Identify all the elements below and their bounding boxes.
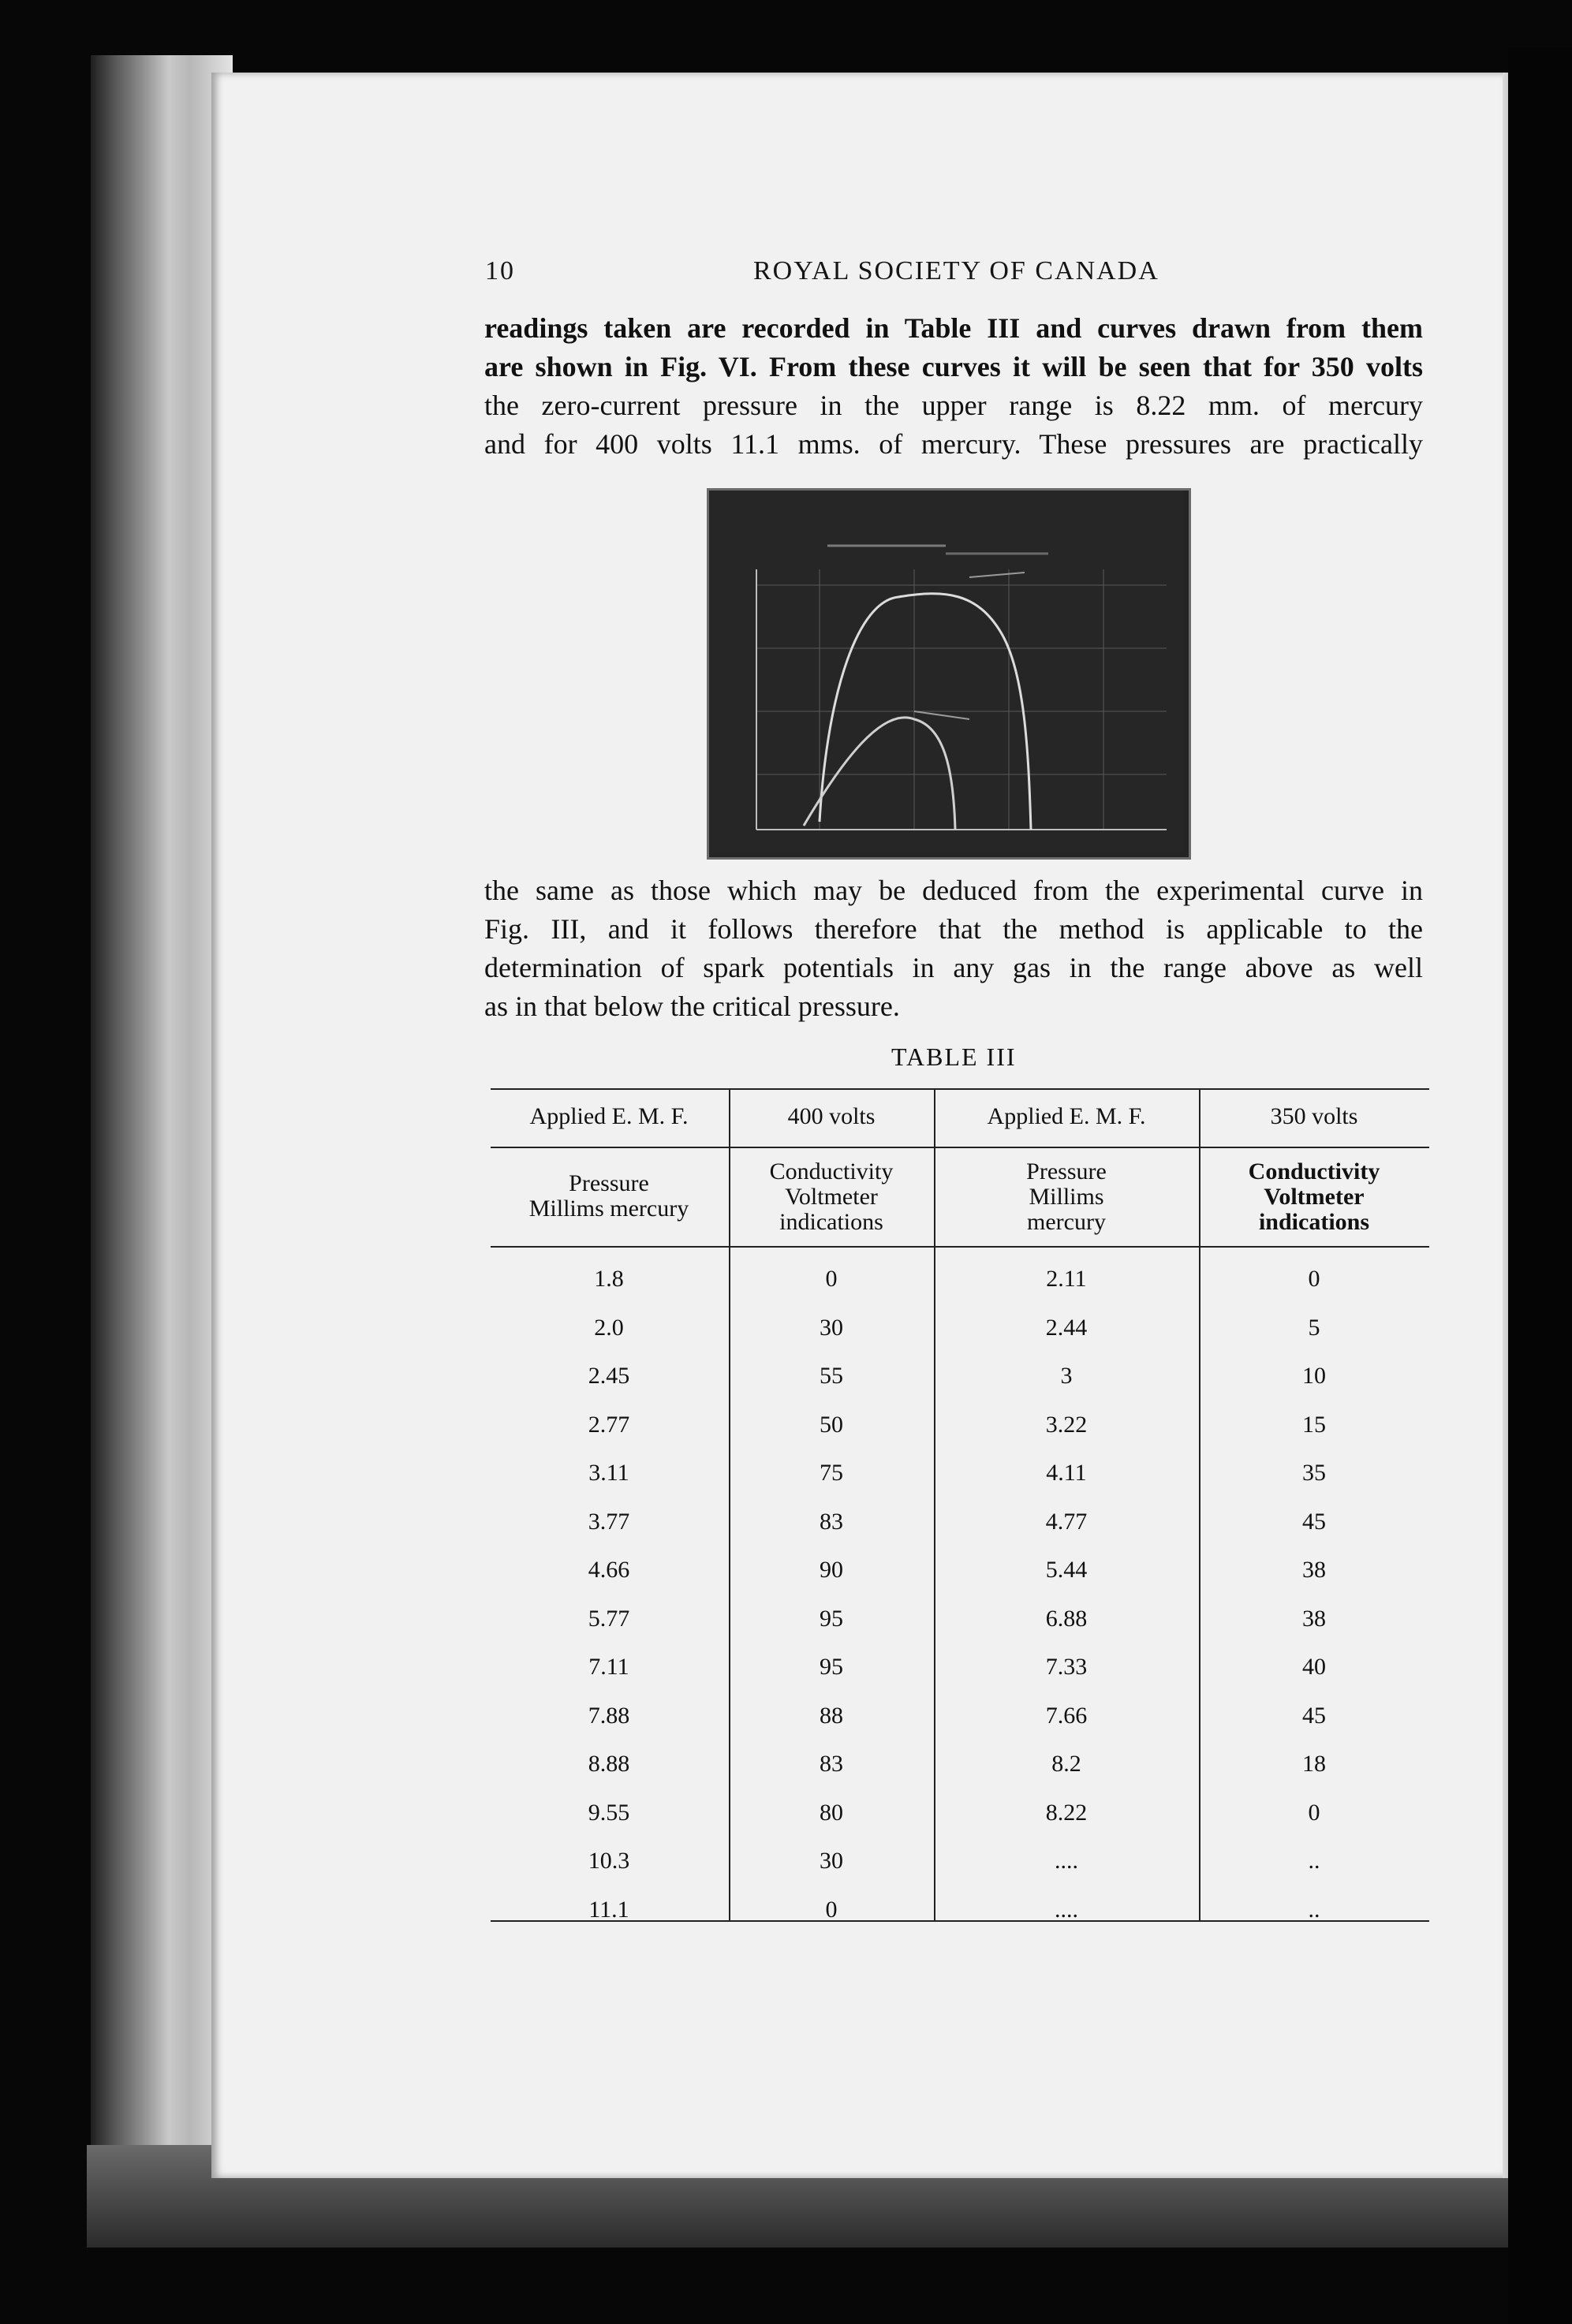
table-cell: 83 [820,1508,843,1535]
table-cell: 3.22 [1045,1411,1088,1438]
table-cell: 2.11 [1046,1266,1087,1292]
subheader-line: Millims [1029,1184,1104,1210]
subheader-line: Voltmeter [1264,1184,1365,1210]
paragraph-1-line: the zero-current pressure in the upper range is 8.22 mm. of mercury [484,390,1423,421]
table-cell: 45 [1302,1702,1326,1729]
subheader-line: Conductivity [769,1158,894,1184]
paragraph-1-line: are shown in Fig. VI. From these curves it will be seen that for 350 volts [484,351,1423,382]
page-number: 10 [485,256,515,285]
table-subheader-pressure [935,1159,1197,1235]
subheader-line: mercury [1027,1209,1106,1235]
subheader-line: indications [1258,1209,1370,1235]
table-cell: 0 [825,1266,838,1292]
table-cell: 5.77 [588,1605,630,1632]
table-header-cell: Applied E. M. F. [529,1103,689,1129]
table-subheader-conductivity [1200,1159,1428,1235]
table-cell: 10.3 [588,1848,630,1874]
table-cell: 1.8 [594,1266,624,1292]
table-cell: 7.88 [588,1702,630,1729]
table-cell: 8.88 [588,1751,630,1777]
table-cell: .... [1055,1848,1078,1874]
paragraph-2-line: the same as those which may be deduced from the experimental curve in [484,875,1423,906]
table-cell: 80 [820,1799,843,1826]
table-cell: 38 [1302,1557,1326,1583]
table-cell: 15 [1302,1411,1326,1438]
table-cell: 3 [1060,1363,1073,1389]
subheader-line: Voltmeter [785,1184,878,1210]
table-cell: 7.11 [588,1654,629,1680]
table-cell: 83 [820,1751,843,1777]
table-cell: 18 [1302,1751,1326,1777]
table-cell: 7.66 [1045,1702,1088,1729]
paragraph-1 [484,309,1423,467]
table-cell: 75 [820,1460,843,1486]
table-cell: 55 [820,1363,843,1389]
table-cell: 2.45 [588,1363,630,1389]
table-cell: 9.55 [588,1799,630,1826]
table-cell: 2.77 [588,1411,630,1438]
table-cell: 30 [820,1314,843,1341]
table-cell: 0 [1308,1266,1320,1292]
table-cell: 8.22 [1045,1799,1088,1826]
table-cell: 2.0 [594,1314,624,1341]
table-cell: 0 [825,1896,838,1923]
table-cell: 3.77 [588,1508,630,1535]
table-header-cell: 400 volts [787,1103,876,1129]
table-cell: 95 [820,1654,843,1680]
table-cell: 4.66 [588,1557,630,1583]
subheader-line: Conductivity [1248,1158,1380,1184]
table-rule [491,1246,1429,1248]
subheader-line: indications [779,1209,883,1235]
paragraph-1-line: and for 400 volts 11.1 mms. of mercury. These pressures are practically [484,428,1423,460]
table-cell: .. [1308,1896,1320,1923]
table-cell: 95 [820,1605,843,1632]
paragraph-2-line: as in that below the critical pressure. [484,990,900,1022]
table-cell: .... [1055,1896,1078,1923]
table-subheader-pressure [491,1171,727,1222]
table-cell: 35 [1302,1460,1326,1486]
table-cell: 5 [1308,1314,1320,1341]
paragraph-2-line: determination of spark potentials in any gas in the range above as well [484,952,1423,983]
subheader-line: Millims mercury [528,1196,689,1222]
table-cell: 88 [820,1702,843,1729]
table-cell: 30 [820,1848,843,1874]
table-caption: TABLE III [891,1043,1017,1071]
figure-vi [707,488,1191,860]
table-cell: 90 [820,1557,843,1583]
data-table [491,1088,1429,1924]
table-cell: 11.1 [588,1896,629,1923]
running-title: ROYAL SOCIETY OF CANADA [753,256,1159,285]
table-cell: 0 [1308,1799,1320,1826]
figure-vi-plot [709,491,1184,852]
paragraph-2-line: Fig. III, and it follows therefore that the method is applicable to the [484,913,1423,945]
dark-margin [1508,47,1572,2324]
table-cell: 38 [1302,1605,1326,1632]
running-header [485,256,1432,296]
table-cell: 45 [1302,1508,1326,1535]
table-cell: 4.77 [1045,1508,1088,1535]
table-rule [491,1147,1429,1148]
table-cell: 8.2 [1051,1751,1081,1777]
subheader-line: Pressure [569,1170,649,1196]
paragraph-2 [484,871,1423,1029]
paragraph-1-line: readings taken are recorded in Table III and curves drawn from them [484,312,1423,344]
table-cell: 6.88 [1045,1605,1088,1632]
table-header-cell: Applied E. M. F. [987,1103,1146,1129]
table-cell: 2.44 [1045,1314,1088,1341]
table-cell: 5.44 [1045,1557,1088,1583]
table-cell: 50 [820,1411,843,1438]
table-rule [491,1088,1429,1090]
table-header-cell: 350 volts [1270,1103,1358,1129]
table-cell: 4.11 [1046,1460,1087,1486]
subheader-line: Pressure [1026,1158,1107,1184]
table-subheader-conductivity [730,1159,932,1235]
figure-background [709,491,1184,852]
table-cell: 7.33 [1045,1654,1088,1680]
table-cell: 10 [1302,1363,1326,1389]
table-cell: 40 [1302,1654,1326,1680]
table-cell: 3.11 [588,1460,629,1486]
table-cell: .. [1308,1848,1320,1874]
